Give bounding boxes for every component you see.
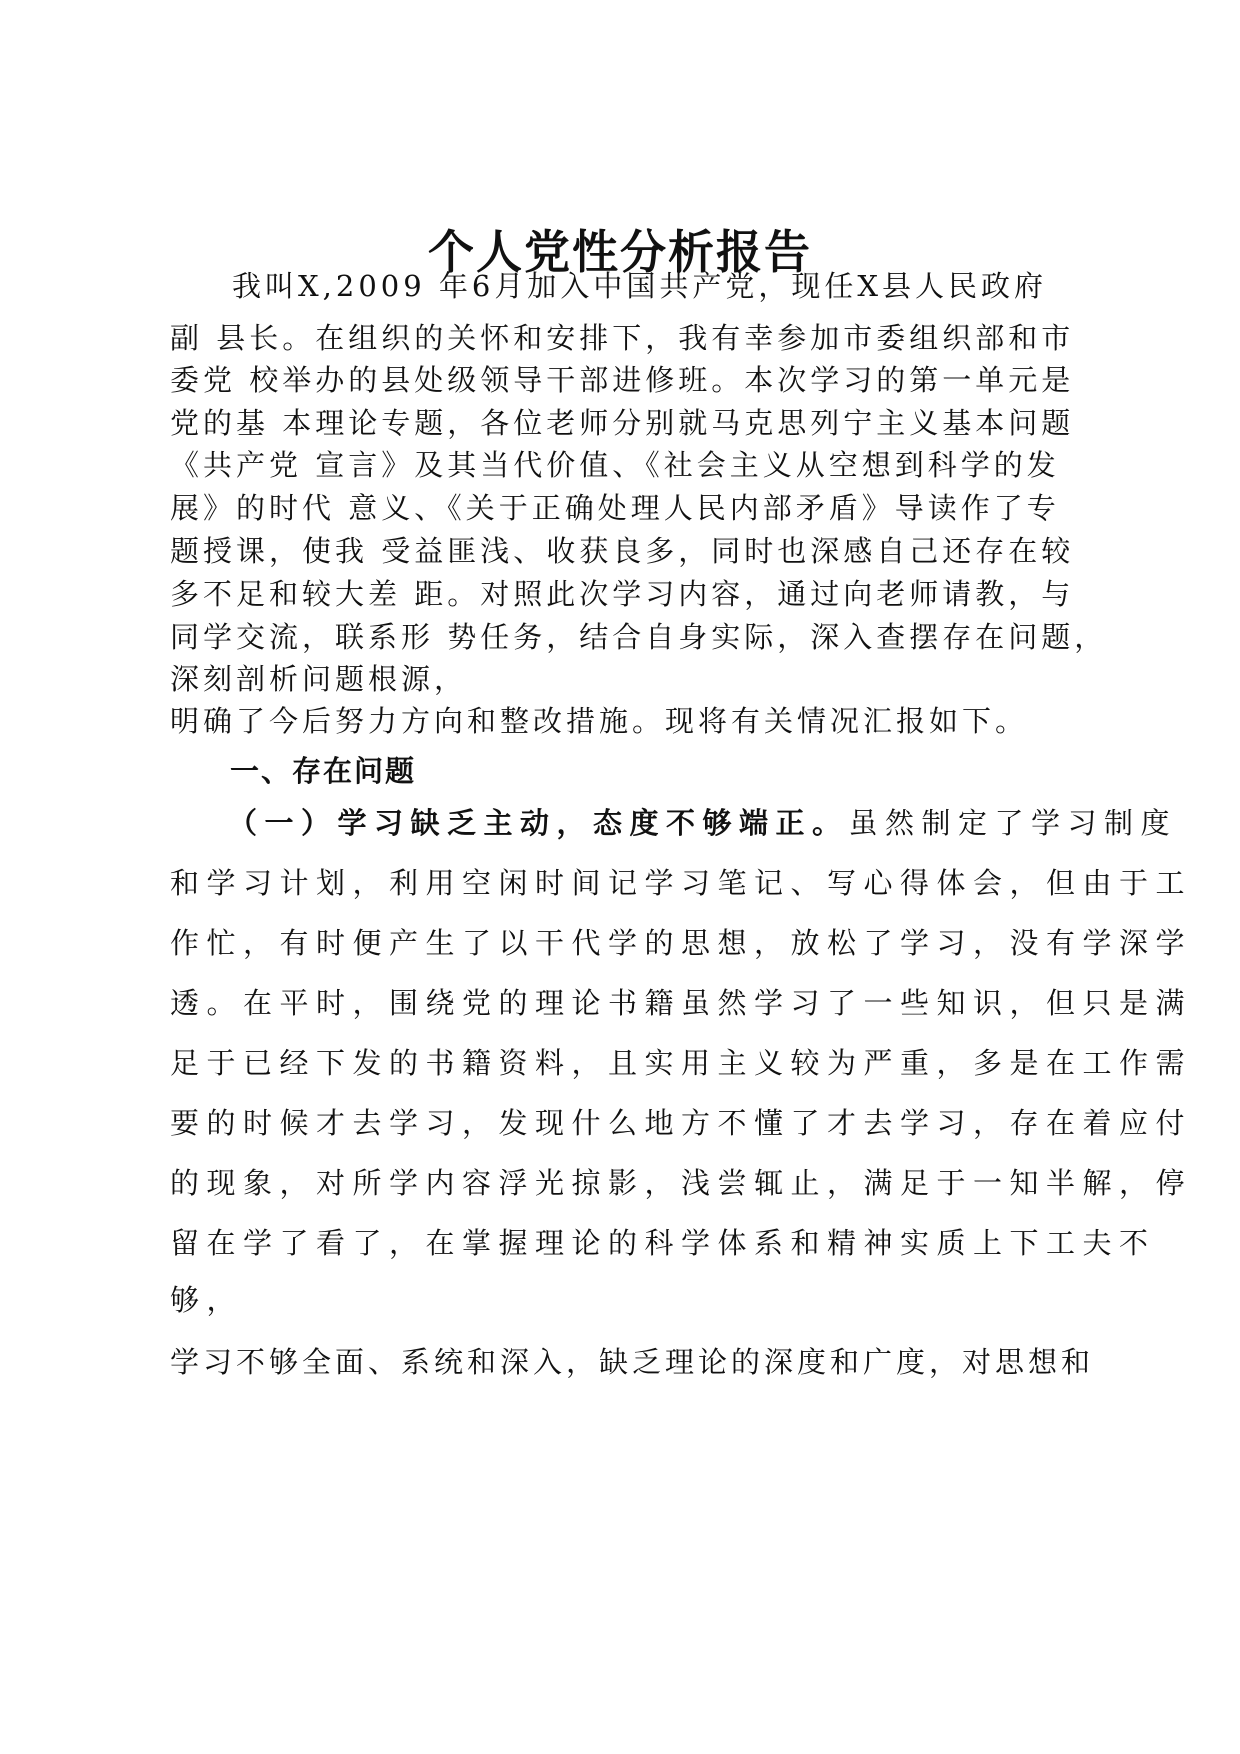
body-line-2: 作忙，有时便产生了以干代学的思想，放松了学习，没有学深学 (170, 926, 1193, 960)
subsection-first-line (228, 803, 1178, 843)
intro-line-4: 党的基 本理论专题，各位老师分别就马克思列宁主义基本问题 (170, 406, 1075, 440)
intro-line-5: 《共产党 宣言》及其当代价值、《社会主义从空想到科学的发 (170, 448, 1060, 482)
intro-line-8: 多不足和较大差 距。对照此次学习内容，通过向老师请教，与 (170, 577, 1075, 611)
intro-line-6: 展》的时代 意义、《关于正确处理人民内部矛盾》导读作了专 (170, 491, 1060, 525)
intro-line-9: 同学交流，联系形 势任务，结合自身实际，深入查摆存在问题， (170, 620, 1108, 654)
body-line-4: 足于已经下发的书籍资料，且实用主义较为严重，多是在工作需 (170, 1046, 1193, 1080)
intro-line-2: 副 县长。在组织的关怀和安排下，我有幸参加市委组织部和市 (170, 321, 1075, 355)
intro-line-11: 明确了今后努力方向和整改措施。现将有关情况汇报如下。 (170, 704, 1029, 738)
body-line-7: 留在学了看了，在掌握理论的科学体系和精神实质上下工夫不 (170, 1226, 1156, 1260)
body-line-3: 透。在平时，围绕党的理论书籍虽然学习了一些知识，但只是满 (170, 986, 1193, 1020)
intro-line-7: 题授课，使我 受益匪浅、收获良多，同时也深感自己还存在较 (170, 534, 1075, 568)
body-line-5: 要的时候才去学习，发现什么地方不懂了才去学习，存在着应付 (170, 1106, 1193, 1140)
intro-line-10: 深刻剖析问题根源， (170, 662, 468, 696)
document-title: 个人党性分析报告 (428, 225, 812, 279)
body-line-8: 够， (170, 1283, 244, 1317)
intro-line-3: 委党 校举办的县处级领导干部进修班。本次学习的第一单元是 (170, 363, 1075, 397)
intro-line-1: 我叫X,2009 年6月加入中国共产党，现任X县人民政府 (232, 269, 1047, 303)
body-line-1: 和学习计划，利用空闲时间记学习笔记、写心得体会，但由于工 (170, 866, 1193, 900)
section-heading: 一、存在问题 (230, 754, 417, 788)
body-line-9: 学习不够全面、系统和深入，缺乏理论的深度和广度，对思想和 (170, 1345, 1095, 1379)
body-line-6: 的现象，对所学内容浮光掠影，浅尝辄止，满足于一知半解，停 (170, 1166, 1193, 1200)
subsection-heading: （一）学习缺乏主动，态度不够端正。 (228, 806, 849, 840)
subsection-first-line-text: 虽然制定了学习制度 (848, 806, 1178, 840)
